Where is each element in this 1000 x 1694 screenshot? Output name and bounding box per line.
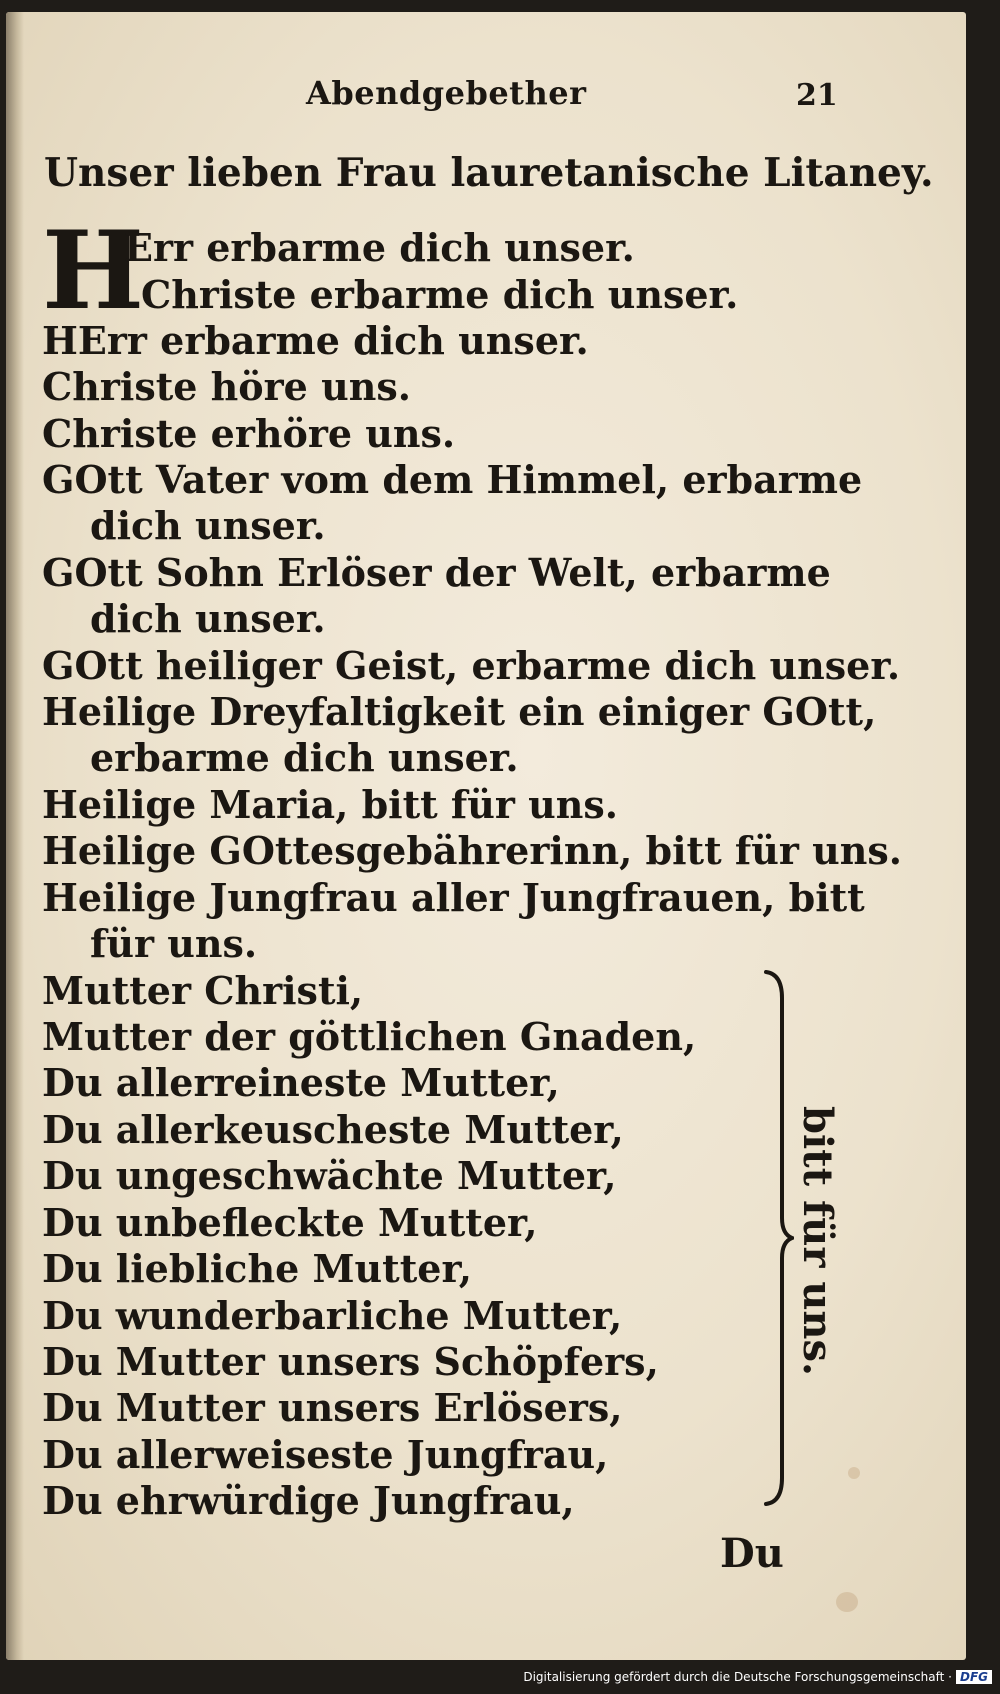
litany-line: Du liebliche Mutter, — [42, 1246, 472, 1291]
running-head: Abendgebether — [306, 74, 587, 112]
catchword: Du — [720, 1530, 784, 1577]
litany-line: GOtt Sohn Erlöser der Welt, erbarme — [42, 550, 831, 595]
page-number: 21 — [796, 78, 838, 113]
litany-line: für uns. — [90, 921, 258, 966]
credit-text: Digitalisierung gefördert durch die Deutsche Forschungsgemeinschaft · — [523, 1670, 952, 1684]
litany-line: Christe erbarme dich unser. — [141, 272, 739, 317]
litany-line: Du unbefleckte Mutter, — [42, 1200, 538, 1245]
litany-line: Du allerweiseste Jungfrau, — [42, 1432, 609, 1477]
section-title: Unser lieben Frau lauretanische Litaney. — [44, 150, 934, 196]
litany-line: Du allerreineste Mutter, — [42, 1060, 560, 1105]
dfg-logo: DFG — [956, 1670, 992, 1684]
paper-stain — [836, 1592, 858, 1612]
litany-line: Du allerkeuscheste Mutter, — [42, 1107, 624, 1152]
litany-line: dich unser. — [90, 596, 326, 641]
litany-line: Mutter der göttlichen Gnaden, — [42, 1014, 697, 1059]
digitization-credit — [523, 1670, 992, 1684]
litany-line: erbarme dich unser. — [90, 735, 519, 780]
litany-line: Heilige Dreyfaltigkeit ein einiger GOtt, — [42, 689, 877, 734]
litany-line: GOtt Vater vom dem Himmel, erbarme — [42, 457, 863, 502]
book-page — [6, 12, 966, 1660]
litany-line: dich unser. — [90, 503, 326, 548]
litany-line: Du ungeschwächte Mutter, — [42, 1153, 617, 1198]
litany-line: Du wunderbarliche Mutter, — [42, 1293, 623, 1338]
litany-line: Du ehrwürdige Jungfrau, — [42, 1478, 575, 1523]
litany-line: Heilige Jungfrau aller Jungfrauen, bitt — [42, 875, 865, 920]
litany-line: GOtt heiliger Geist, erbarme dich unser. — [42, 643, 901, 688]
paper-stain — [848, 1467, 860, 1479]
litany-line: Christe höre uns. — [42, 364, 411, 409]
drop-cap: H — [42, 208, 145, 334]
litany-line: Heilige GOttesgebährerinn, bitt für uns. — [42, 828, 902, 873]
litany-line: HErr erbarme dich unser. — [42, 318, 589, 363]
litany-line: Err erbarme dich unser. — [124, 225, 635, 270]
litany-line: Heilige Maria, bitt für uns. — [42, 782, 619, 827]
litany-line: Du Mutter unsers Schöpfers, — [42, 1339, 659, 1384]
brace-response: bitt für uns. — [794, 1106, 841, 1376]
litany-line: Mutter Christi, — [42, 968, 364, 1013]
litany-line: Christe erhöre uns. — [42, 411, 456, 456]
litany-line: Du Mutter unsers Erlösers, — [42, 1385, 623, 1430]
